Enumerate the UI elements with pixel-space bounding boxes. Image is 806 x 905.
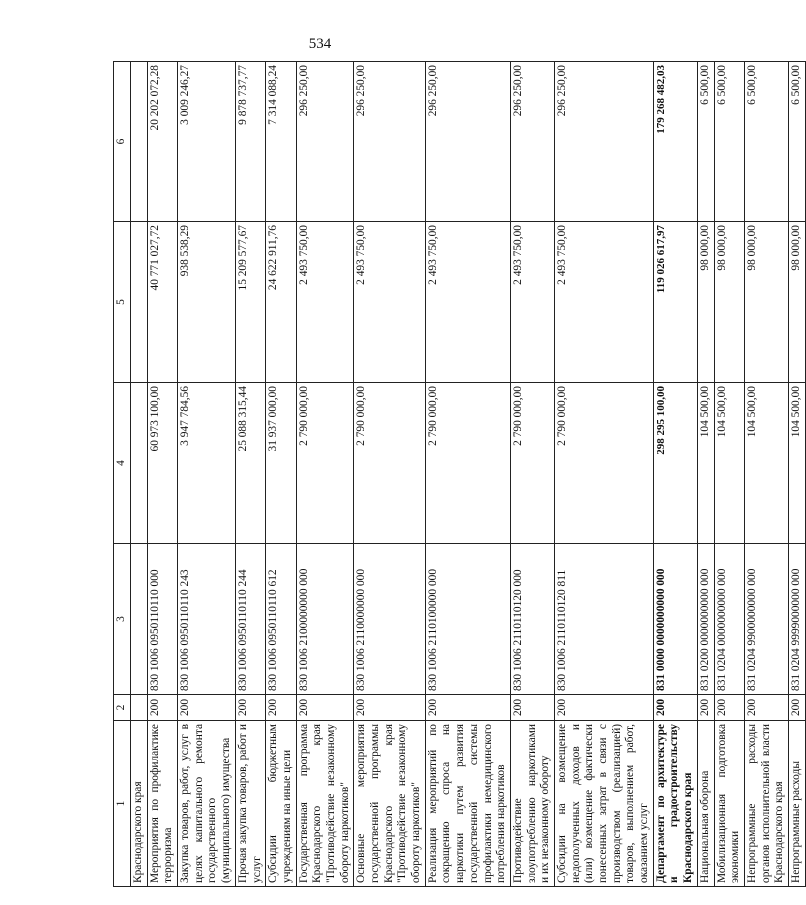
table-cell-name: Реализация мероприятий по сокращению спроса на наркотики путем развития государственной системы профилактики немедицинского потребления наркотиков [425, 721, 510, 887]
table-cell-kbk: 830 1006 0950110110 000 [147, 544, 177, 695]
table-cell-code: 200 [425, 695, 510, 721]
table-cell-v5: 98 000,00 [714, 222, 744, 383]
table-cell-v6: 296 250,00 [354, 62, 425, 222]
table-cell-name: Государственная программа Краснодарского края "Противодействие незаконному обороту наркотиков" [296, 721, 354, 887]
header-cell: 6 [114, 62, 131, 222]
table-cell-kbk: 831 0204 0000000000 000 [714, 544, 744, 695]
table-row [147, 62, 177, 887]
table-cell-kbk: 831 0200 0000000000 000 [697, 544, 714, 695]
table-cell-code: 200 [714, 695, 744, 721]
table-cell-code: 200 [697, 695, 714, 721]
table-row [510, 62, 554, 887]
table-cell-name: Субсидии на возмещение недополученных доходов и (или) возмещение фактически понесенных затрат в связи с производством (реализацией) товаров, выполнением работ, оказанием услуг [554, 721, 653, 887]
table-cell-name: Департамент по архитектуре и градостроительству Краснодарского края [653, 721, 697, 887]
table-cell-v5: 938 538,29 [178, 222, 236, 383]
table-cell-v6: 3 009 246,27 [178, 62, 236, 222]
table-cell-v6: 6 500,00 [788, 62, 805, 222]
table-cell-v4: 2 790 000,00 [510, 383, 554, 544]
table-cell-code [131, 695, 148, 721]
table-cell-v5: 40 771 027,72 [147, 222, 177, 383]
table-cell-kbk: 830 1006 2110000000 000 [354, 544, 425, 695]
table-cell-name: Субсидии бюджетным учреждениям на иные цели [266, 721, 296, 887]
table-cell-v5: 2 493 750,00 [510, 222, 554, 383]
table-row [178, 62, 236, 887]
table-cell-name: Основные мероприятия государственной программы Краснодарского края "Противодействие незаконному обороту наркотиков" [354, 721, 425, 887]
table-cell-name: Непрограммные расходы [788, 721, 805, 887]
table-cell-v4: 31 937 000,00 [266, 383, 296, 544]
table-cell-v6: 20 202 072,28 [147, 62, 177, 222]
table-cell-kbk: 831 0000 0000000000 000 [653, 544, 697, 695]
table-body [131, 62, 806, 887]
header-row [114, 62, 131, 887]
table-row [554, 62, 653, 887]
table-cell-kbk: 830 1006 2100000000 000 [296, 544, 354, 695]
table-cell-v5: 2 493 750,00 [554, 222, 653, 383]
table-cell-v5: 98 000,00 [788, 222, 805, 383]
table-cell-v5: 98 000,00 [697, 222, 714, 383]
table-row [714, 62, 744, 887]
table-cell-code: 200 [178, 695, 236, 721]
table-cell-v5: 119 026 617,97 [653, 222, 697, 383]
table-cell-v5 [131, 222, 148, 383]
table-cell-v5: 24 622 911,76 [266, 222, 296, 383]
table-cell-v6: 6 500,00 [714, 62, 744, 222]
table-cell-v4: 2 790 000,00 [425, 383, 510, 544]
table-cell-v5: 2 493 750,00 [425, 222, 510, 383]
table-cell-v6: 296 250,00 [296, 62, 354, 222]
table-cell-kbk: 830 1006 2110110120 000 [510, 544, 554, 695]
table-cell-v6: 6 500,00 [744, 62, 788, 222]
table-cell-name: Мобилизационная подготовка экономики [714, 721, 744, 887]
table-cell-name: Непрограммные расходы органов исполнительной власти Краснодарского края [744, 721, 788, 887]
table-cell-v4 [131, 383, 148, 544]
table-cell-kbk: 830 1006 2110110120 811 [554, 544, 653, 695]
table-cell-v5: 98 000,00 [744, 222, 788, 383]
table-row [788, 62, 805, 887]
table-cell-name: Прочая закупка товаров, работ и услуг [235, 721, 265, 887]
table-cell-name: Мероприятия по профилактике терроризма [147, 721, 177, 887]
table-row [425, 62, 510, 887]
table-cell-name: Противодействие злоупотреблению наркотиками и их незаконному обороту [510, 721, 554, 887]
table-cell-kbk: 830 1006 2110100000 000 [425, 544, 510, 695]
table-cell-kbk [131, 544, 148, 695]
table-cell-v5: 2 493 750,00 [296, 222, 354, 383]
table-cell-code: 200 [653, 695, 697, 721]
table-cell-name: Национальная оборона [697, 721, 714, 887]
table-cell-code: 200 [266, 695, 296, 721]
table-cell-v4: 104 500,00 [744, 383, 788, 544]
table-cell-v6: 296 250,00 [425, 62, 510, 222]
header-cell: 4 [114, 383, 131, 544]
table-cell-v4: 2 790 000,00 [296, 383, 354, 544]
table-cell-v6: 7 314 088,24 [266, 62, 296, 222]
rotated-table-container [113, 62, 802, 887]
table-cell-code: 200 [744, 695, 788, 721]
table-cell-v4: 2 790 000,00 [354, 383, 425, 544]
table-cell-v6 [131, 62, 148, 222]
table-cell-code: 200 [510, 695, 554, 721]
table-cell-name: Закупка товаров, работ, услуг в целях капитального ремонта государственного (муниципального) имущества [178, 721, 236, 887]
header-cell: 1 [114, 721, 131, 887]
table-cell-kbk: 831 0204 9999000000 000 [788, 544, 805, 695]
table-row [653, 62, 697, 887]
table-row [131, 62, 148, 887]
table-row [744, 62, 788, 887]
table-cell-kbk: 830 1006 0950110110 243 [178, 544, 236, 695]
table-cell-v4: 104 500,00 [697, 383, 714, 544]
table-cell-v4: 298 295 100,00 [653, 383, 697, 544]
table-row [296, 62, 354, 887]
table-cell-v4: 3 947 784,56 [178, 383, 236, 544]
table-cell-name: Краснодарского края [131, 721, 148, 887]
table-cell-code: 200 [554, 695, 653, 721]
table-row [266, 62, 296, 887]
table-cell-code: 200 [354, 695, 425, 721]
table-cell-v4: 2 790 000,00 [554, 383, 653, 544]
header-cell: 2 [114, 695, 131, 721]
page-number: 534 [308, 36, 332, 52]
table-cell-code: 200 [296, 695, 354, 721]
table-cell-v4: 104 500,00 [788, 383, 805, 544]
table-cell-v6: 9 878 737,77 [235, 62, 265, 222]
table-cell-v4: 104 500,00 [714, 383, 744, 544]
table-cell-kbk: 830 1006 0950110110 612 [266, 544, 296, 695]
table-cell-v6: 296 250,00 [510, 62, 554, 222]
table-row [354, 62, 425, 887]
header-cell: 5 [114, 222, 131, 383]
table-cell-code: 200 [147, 695, 177, 721]
header-cell: 3 [114, 544, 131, 695]
table-cell-v5: 15 209 577,67 [235, 222, 265, 383]
table-cell-kbk: 831 0204 9900000000 000 [744, 544, 788, 695]
table-row [697, 62, 714, 887]
table-cell-v6: 296 250,00 [554, 62, 653, 222]
table-cell-code: 200 [235, 695, 265, 721]
table-cell-v6: 6 500,00 [697, 62, 714, 222]
table-cell-code: 200 [788, 695, 805, 721]
table-row [235, 62, 265, 887]
table-cell-kbk: 830 1006 0950110110 244 [235, 544, 265, 695]
table-cell-v4: 60 973 100,00 [147, 383, 177, 544]
table-cell-v6: 179 268 482,03 [653, 62, 697, 222]
table-cell-v5: 2 493 750,00 [354, 222, 425, 383]
budget-table [113, 61, 806, 887]
table-cell-v4: 25 088 315,44 [235, 383, 265, 544]
